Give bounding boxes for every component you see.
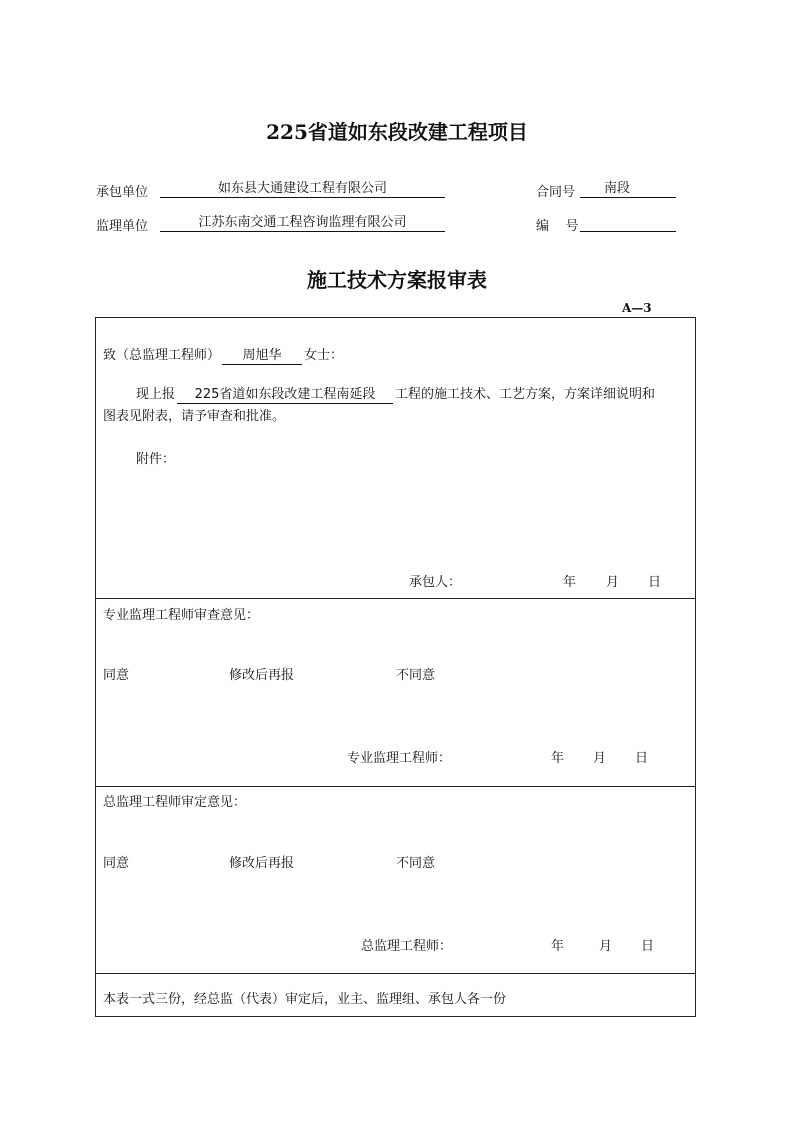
option-revise: 修改后再报 [229, 668, 295, 683]
form-code: A—3 [622, 301, 652, 315]
specialist-sign-label: 专业监理工程师： [347, 751, 452, 766]
chief-engineer-name: 周旭华 [222, 347, 302, 365]
date-month: 月 [606, 575, 620, 590]
date-month: 月 [599, 939, 613, 954]
date-day: 日 [648, 575, 662, 590]
divider [96, 786, 695, 787]
divider [96, 598, 695, 599]
date-month: 月 [593, 751, 607, 766]
supervisor-label: 监理单位 [96, 219, 149, 234]
distribution-note: 本表一式三份，经总监（代表）审定后，业主、监理组、承包人各一份 [103, 992, 507, 1007]
attachment-label: 附件： [136, 452, 176, 467]
report-line-1: 现上报 225省道如东段改建工程南延段 工程的施工技术、工艺方案，方案详细说明和 [136, 387, 656, 402]
serial-label: 编 号 [536, 219, 579, 234]
serial-value [580, 214, 676, 232]
specialist-review-heading: 专业监理工程师审查意见： [103, 608, 260, 623]
contractor-sign-label: 承包人： [409, 575, 462, 590]
date-day: 日 [635, 751, 649, 766]
date-year: 年 [563, 575, 577, 590]
project-title: 225省道如东段改建工程项目 [266, 120, 528, 144]
addressee-line: 致（总监理工程师） 周旭华 女士： [103, 348, 344, 363]
contract-no-value: 南段 [580, 180, 676, 198]
option-revise: 修改后再报 [229, 856, 295, 871]
form-title: 施工技术方案报审表 [307, 268, 487, 292]
date-day: 日 [641, 939, 655, 954]
divider [96, 973, 695, 974]
option-disagree: 不同意 [396, 668, 436, 683]
option-disagree: 不同意 [396, 856, 436, 871]
contractor-label: 承包单位 [96, 185, 149, 200]
chief-sign-label: 总监理工程师： [361, 939, 453, 954]
supervisor-value: 江苏东南交通工程咨询监理有限公司 [160, 214, 445, 232]
date-year: 年 [551, 751, 565, 766]
option-agree: 同意 [103, 856, 130, 871]
option-agree: 同意 [103, 668, 130, 683]
chief-review-heading: 总监理工程师审定意见： [103, 795, 247, 810]
contract-no-label: 合同号 [536, 185, 576, 200]
report-line-2: 图表见附表，请予审查和批准。 [103, 409, 286, 424]
review-form-table [95, 317, 696, 1017]
project-name-field: 225省道如东段改建工程南延段 [177, 386, 393, 404]
date-year: 年 [551, 939, 565, 954]
contractor-value: 如东县大通建设工程有限公司 [160, 180, 445, 198]
